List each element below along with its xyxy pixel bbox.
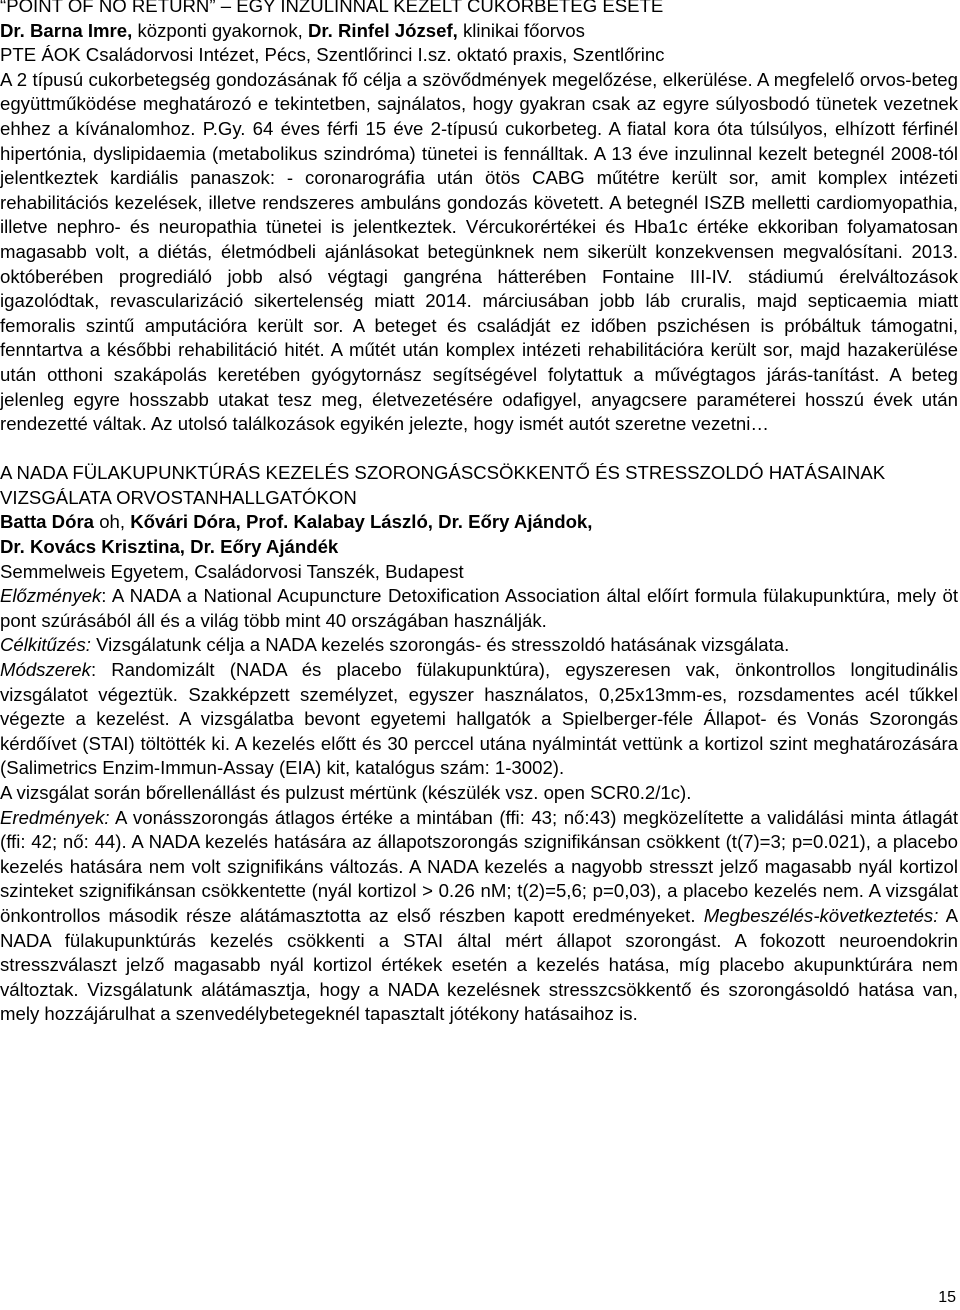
aim-text: Vizsgálatunk célja a NADA kezelés szorongás- és stresszoldó hatásának vizsgálata. [90, 634, 790, 656]
section-gap [0, 437, 958, 462]
conclusion-text: A NADA fülakupunktúrás kezelés csökkenti a STAI által mért állapot szorongást. A fokozott neuroendokrin stresszválaszt jelző magasabb nyál kortizol értékek esetén a kezelés hatása, míg placebo akupunktúrára nem változtak. Vizsgálatunk alátámasztja, hogy a NADA kezelésnek stresszcsökkentő és szorongásoldó hatása van, mely hozzájárulhat a szenvedélybetegeknél tapasztalt jótékony hatásaihoz is. [0, 904, 959, 1025]
abstract1-body: A 2 típusú cukorbetegség gondozásának fő célja a szövődmények megelőzése, elkerülése. A megfelelő orvos-beteg együttműködése meghatározó e tekintetben, sajnálatos, hogy gyakran csak az egyre súlyosbodó tünetek vezetnek ehhez a kívánalomhoz. P.Gy. 64 éves férfi 15 éve 2-típusú cukorbeteg. A fiatal kora óta túlsúlyos, elhízott férfinél hipertónia, dyslipidaemia (metabolikus szindróma) tünetei is fennálltak. A 13 éve inzulinnal kezelt betegnél 2008-tól jelentkeztek kardiális panaszok: - coronarográfia után ötös CABG műtétre került sor, amit komplex intézeti rehabilitációs kezelések, illetve rendszeres ambuláns gondozás követett. A betegnél ISZB melletti cardiomyopathia, illetve nephro- és neuropathia tünetei is jelentkeztek. Vércukorértékei és Hba1c értéke ekkoriban folyamatosan magasabb volt, a diétás, életmódbeli ajánlásokat betegünknek nem sikerült konzekvensen megvalósítani. 2013. októberében progrediáló jobb alsó végtagi gangréna hátterében Fontaine III-IV. stádiumú érelváltozások igazolódtak, revascularizáció sikertelenség miatt 2014. márciusában jobb láb cruralis, majd septicaemia miatt femoralis szintű amputációra került sor. A beteget és családját ez időben pszichésen is próbáltuk támogatni, fenntartva a későbbi rehabilitáció hitét. A műtét után komplex intézeti rehabilitációra került sor, majd hazakerülése után otthoni szakápolás keretében gyógytornász segítségével folytattuk a művégtagos járás-tanítást. A beteg jelenleg egyre hosszabb utakat tesz meg, életvezetésére odafigyel, anyagcsere paraméterei hosszú évek után rendezetté váltak. Az utolsó találkozások egyikén jelezte, hogy ismét autót szeretne vezetni… [0, 68, 958, 435]
results-text: A vonásszorongás átlagos értéke a mintában (ffi: 43; nő:43) megközelítette a validálási minta átlagát (ffi: 42; nő: 44). A NADA kezelés hatására az állapotszorongás szignifikánsan csökkent (t(7)=3; p=0.021), a placebo kezelés hatására nem volt szignifikáns változás. A NADA kezelés a nagyobb stresszt jelző magasabb nyál kortizol szinteket szignifikánsan csökkentette (nyál kortizol > 0.26 nM; t(2)=5,6; p=0,03), a placebo kezelés nem. A vizsgálat önkontrollos második része alátámasztotta az első részben kapott eredményeket. [0, 806, 958, 926]
abstract2-authors-line1 [0, 510, 958, 535]
abstract2-methods-continued: A vizsgálat során bőrellenállást és pulzust mértünk (készülék vsz. open SCR0.2/1c). [0, 782, 692, 803]
abstract1-author1: Dr. Barna Imre, [0, 19, 133, 41]
abstract1-author2: Dr. Rinfel József, [308, 19, 458, 41]
abstract2-first-author: Batta Dóra [0, 511, 95, 533]
abstract1-author2-affiliation: klinikai főorvos [457, 19, 585, 41]
abstract2-first-author-suffix: oh, [94, 511, 131, 533]
aim-label: Célkitűzés: [0, 634, 91, 656]
background-label: Előzmények [0, 585, 102, 607]
background-text: : A NADA a National Acupuncture Detoxification Association által előírt formula fülakupunktúra, mely öt pont szúrásából áll és a világ több mint 40 országában használják. [0, 585, 958, 631]
abstract2-affiliation: Semmelweis Egyetem, Családorvosi Tanszék, Budapest [0, 560, 464, 582]
conclusion-label: Megbeszélés-következtetés: [703, 904, 939, 926]
abstract2-background [0, 584, 958, 633]
abstract2-results-conclusion [0, 806, 958, 1027]
abstract2-authors-line2 [0, 535, 958, 560]
abstract1-authors [0, 19, 958, 44]
abstract1-title: “POINT OF NO RETURN” – EGY INZULINNAL KEZELT CUKORBETEG ESETE [0, 0, 664, 16]
abstract2-coauthors-line2: Dr. Kovács Krisztina, Dr. Eőry Ajándék [0, 536, 339, 558]
abstract2-methods [0, 658, 958, 781]
methods-label: Módszerek [0, 659, 91, 681]
abstract2-coauthors: Kővári Dóra, Prof. Kalabay László, Dr. Eőry Ajándok, [130, 511, 593, 533]
abstract2-title: A NADA FÜLAKUPUNKTÚRÁS KEZELÉS SZORONGÁSCSÖKKENTŐ ÉS STRESSZOLDÓ HATÁSAINAK VIZSGÁLATA ORVOSTANHALLGATÓKON [0, 462, 886, 508]
abstract1-author1-affiliation: központi gyakornok, [132, 19, 308, 41]
methods-text: : Randomizált (NADA és placebo fülakupunktúra), egyszeresen vak, önkontrollos longitudinális vizsgálatot végeztük. Szakképzett személyzet, egyszer használatos, 0,25x13mm-es, rozsdamentes acél tűkkel végezte a kezelést. A vizsgálatba bevont egyetemi hallgatók a Spielberger-féle Állapot- és Vonás Szorongás kérdőívet (STAI) töltötték ki. A kezelés előtt és 30 perccel utána nyálmintát vettünk a kortizol szint meghatározására (Salimetrics Enzim-Immun-Assay (EIA) kit, katalógus szám: 1-3002). [0, 659, 958, 779]
page-number: 15 [938, 1289, 956, 1306]
results-label: Eredmények: [0, 806, 110, 828]
abstract1-affiliation: PTE ÁOK Családorvosi Intézet, Pécs, Szentlőrinci I.sz. oktató praxis, Szentlőrinc [0, 44, 665, 66]
abstract2-aim [0, 633, 958, 658]
